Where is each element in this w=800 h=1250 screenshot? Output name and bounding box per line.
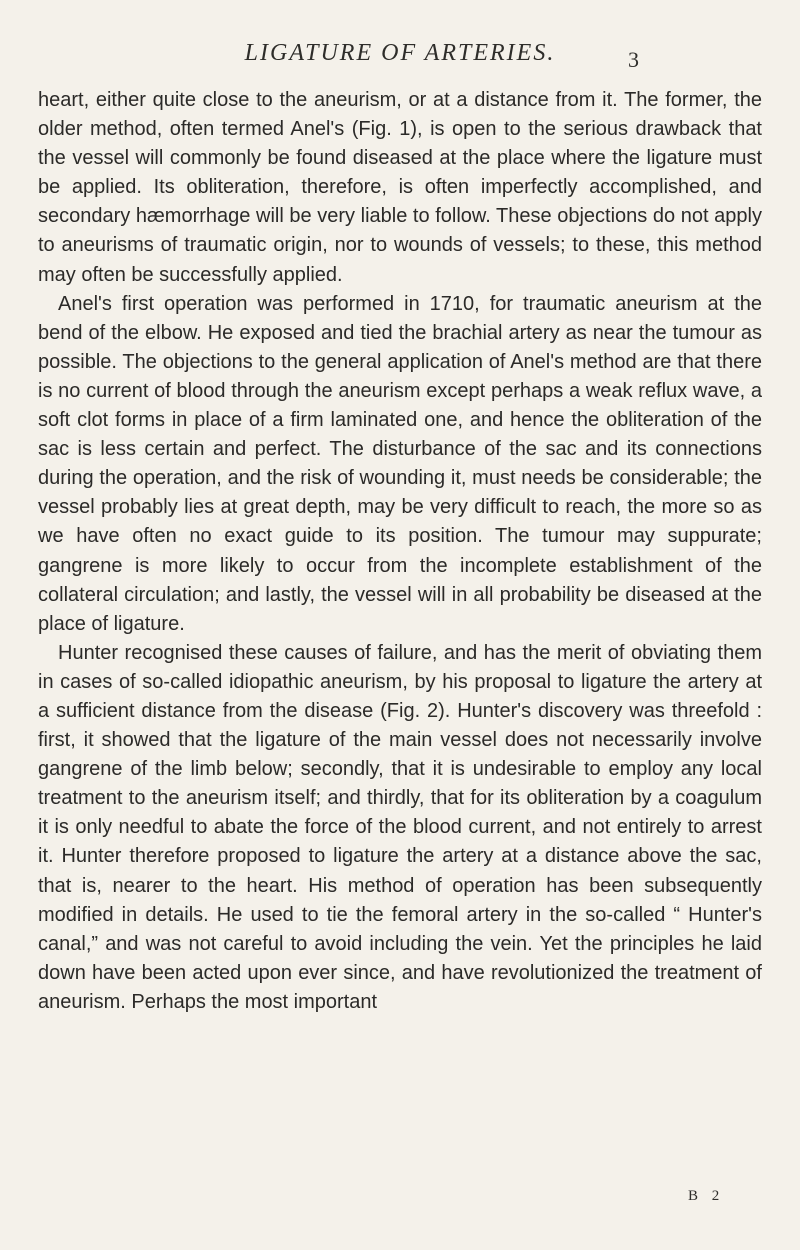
paragraph-hunter-method: Hunter recognised these causes of failure, and has the merit of obviating them in cases of so-called idiopathic aneurism, by his proposal to ligature the artery at a sufficient distance from the disease (Fig. 2). Hunter's discovery was threefold : first, it showed that the ligature of the main vessel does not necessarily involve gangrene of the limb below; secondly, that it is undesirable to employ any local treatment to the aneurism itself; and thirdly, that for its obliteration by a coagulum it is only needful to abate the force of the blood current, and not entirely to arrest it. Hunter therefore proposed to ligature the artery at a distance above the sac, that is, nearer to the heart. His method of operation has been subsequently modified in details. He used to tie the femoral artery in the so-called “ Hunter's canal,” and was not careful to avoid including the vein. Yet the principles he laid down have been acted upon ever since, and have revolutionized the treatment of aneurism. Perhaps the most important <box>38 641 762 1013</box>
paragraph-continued: heart, either quite close to the aneurism, or at a distance from it. The former, the older method, often termed Anel's (Fig. 1), is open to the serious drawback that the vessel will commonly be found diseased at the place where the ligature must be applied. Its obliteration, therefore, is often imperfectly accomplished, and secondary hæmorrhage will be very liable to follow. These objections do not apply to aneurisms of traumatic origin, nor to wounds of vessels; to these, this method may often be successfully applied. <box>38 89 762 286</box>
page-number: 3 <box>628 47 639 72</box>
body-text <box>38 86 762 1017</box>
paragraph-anel-operation: Anel's first operation was performed in 1710, for traumatic aneurism at the bend of the elbow. He exposed and tied the brachial artery as near the tumour as possible. The objections to the general application of Anel's method are that there is no current of blood through the aneurism except perhaps a weak reflux wave, a soft clot forms in place of a firm laminated one, and hence the obliteration of the sac is less certain and perfect. The disturbance of the sac and its connections during the operation, and the risk of wounding it, must needs be considerable; the vessel probably lies at great depth, may be very difficult to reach, the more so as we have often no exact guide to its position. The tumour may suppurate; gangrene is more likely to occur from the incomplete establishment of the collateral circulation; and lastly, the vessel will in all probability be diseased at the place of ligature. <box>38 292 762 635</box>
running-head: LIGATURE OF ARTERIES. <box>244 40 556 66</box>
signature-mark: B 2 <box>688 1188 725 1204</box>
